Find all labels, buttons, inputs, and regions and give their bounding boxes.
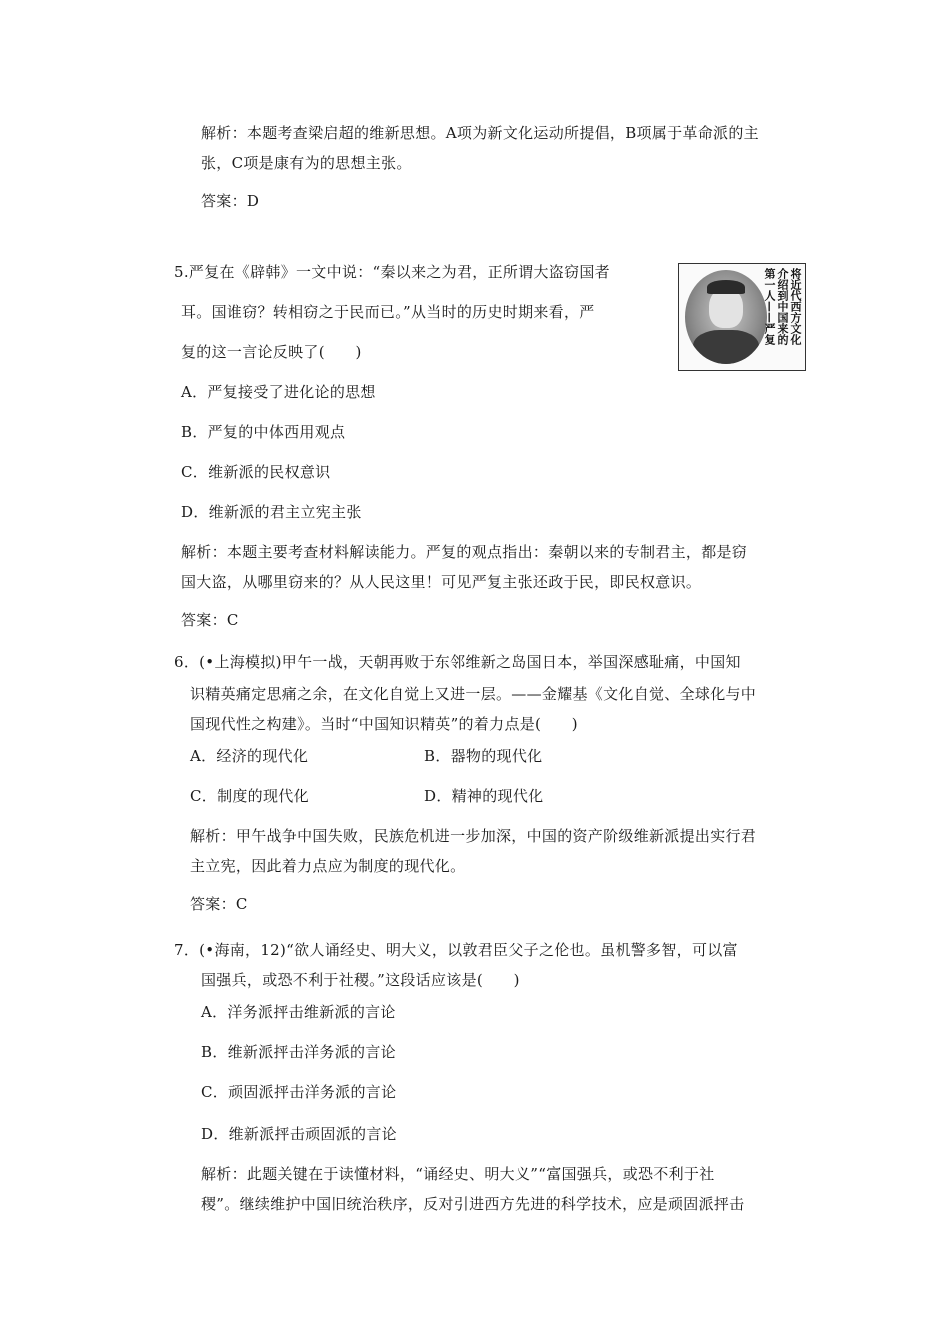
q5-option-a: A．严复接受了进化论的思想 [181, 383, 376, 401]
q7-analysis-line-1: 解析：此题关键在于读懂材料，“诵经史、明大义”“富国强兵，或恐不利于社 [201, 1165, 715, 1183]
portrait-caption-col-2: 介绍到中国来的 [776, 268, 789, 345]
q6-option-b: B．器物的现代化 [424, 747, 543, 765]
q5-analysis-line-1: 解析：本题主要考查材料解读能力。严复的观点指出：秦朝以来的专制君主，都是窃 [181, 543, 748, 561]
portrait-caption [763, 268, 801, 366]
q7-option-b: B．维新派抨击洋务派的言论 [201, 1043, 396, 1061]
q6-analysis-line-1: 解析：甲午战争中国失败，民族危机进一步加深，中国的资产阶级维新派提出实行君 [190, 827, 757, 845]
q6-analysis-line-2: 主立宪，因此着力点应为制度的现代化。 [190, 857, 466, 875]
q4-analysis-line-2: 张，C项是康有为的思想主张。 [201, 154, 412, 172]
q6-stem-line-3: 国现代性之构建》。当时“中国知识精英”的着力点是( ) [190, 715, 578, 733]
yan-fu-portrait [678, 263, 806, 371]
portrait-photo [685, 270, 767, 364]
q7-stem-line-2: 国强兵，或恐不利于社稷。”这段话应该是( ) [201, 971, 520, 989]
q6-stem-line-1: 6．(•上海模拟)甲午一战，天朝再败于东邻维新之岛国日本，举国深感耻痛，中国知 [174, 653, 741, 671]
q5-option-c: C．维新派的民权意识 [181, 463, 331, 481]
q5-option-b: B．严复的中体西用观点 [181, 423, 346, 441]
q4-answer: 答案：D [201, 192, 260, 210]
q6-option-d: D．精神的现代化 [424, 787, 544, 805]
q5-stem-line-3: 复的这一言论反映了( ) [181, 343, 362, 361]
q5-stem-line-2: 耳。国谁窃？转相窃之于民而已。”从当时的历史时期来看，严 [181, 303, 595, 321]
q7-option-a: A．洋务派抨击维新派的言论 [201, 1003, 396, 1021]
q5-option-d: D．维新派的君主立宪主张 [181, 503, 362, 521]
portrait-caption-col-1: 将近代西方文化 [789, 268, 802, 345]
q7-stem-line-1: 7．(•海南，12)“欲人诵经史、明大义，以敦君臣父子之伦也。虽机警多智，可以富 [174, 941, 738, 959]
q7-option-d: D．维新派抨击顽固派的言论 [201, 1125, 397, 1143]
q6-option-c: C．制度的现代化 [190, 787, 309, 805]
q4-analysis-line-1: 解析：本题考查梁启超的维新思想。A项为新文化运动所提倡，B项属于革命派的主 [201, 124, 759, 142]
q6-option-a: A．经济的现代化 [190, 747, 309, 765]
q6-answer: 答案：C [190, 895, 248, 913]
q6-stem-line-2: 识精英痛定思痛之余，在文化自觉上又进一层。——金耀基《文化自觉、全球化与中 [190, 685, 757, 703]
q7-analysis-line-2: 稷”。继续维护中国旧统治秩序，反对引进西方先进的科学技术，应是顽固派抨击 [201, 1195, 745, 1213]
q5-analysis-line-2: 国大盗，从哪里窃来的？从人民这里！可见严复主张还政于民，即民权意识。 [181, 573, 702, 591]
q7-option-c: C．顽固派抨击洋务派的言论 [201, 1083, 397, 1101]
portrait-caption-col-3: 第一人——严复 [763, 268, 776, 345]
q5-stem-line-1: 5.严复在《辟韩》一文中说：“秦以来之为君，正所谓大盗窃国者 [174, 263, 610, 281]
q5-answer: 答案：C [181, 611, 239, 629]
